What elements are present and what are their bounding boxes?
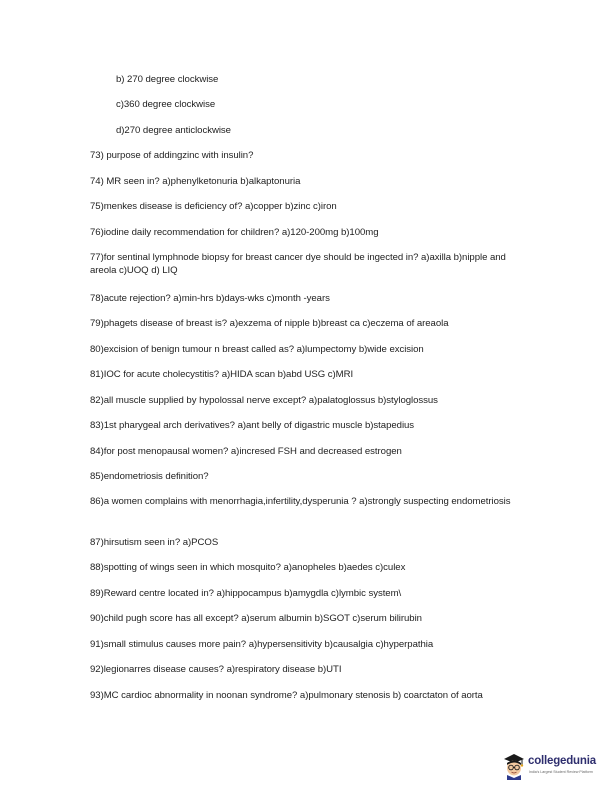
question-93: 93)MC cardioc abnormality in noonan syndrome? a)pulmonary stenosis b) coarctaton of aorta bbox=[90, 690, 483, 701]
collegedunia-logo bbox=[502, 752, 610, 782]
question-88: 88)spotting of wings seen in which mosquito? a)anopheles b)aedes c)culex bbox=[90, 562, 406, 573]
question-89: 89)Reward centre located in? a)hippocampus b)amygdla c)lymbic system\ bbox=[90, 588, 402, 599]
question-84: 84)for post menopausal women? a)incresed FSH and decreased estrogen bbox=[90, 446, 402, 457]
question-85: 85)endometriosis definition? bbox=[90, 471, 209, 482]
question-75: 75)menkes disease is deficiency of? a)copper b)zinc c)iron bbox=[90, 201, 337, 212]
question-87: 87)hirsutism seen in? a)PCOS bbox=[90, 537, 219, 548]
option-line: b) 270 degree clockwise bbox=[116, 74, 219, 85]
question-78: 78)acute rejection? a)min-hrs b)days-wks c)month -years bbox=[90, 293, 330, 304]
logo-tagline: India's Largest Student Review Platform bbox=[529, 770, 593, 774]
question-83: 83)1st pharygeal arch derivatives? a)ant belly of digastric muscle b)stapedius bbox=[90, 420, 415, 431]
question-76: 76)iodine daily recommendation for children? a)120-200mg b)100mg bbox=[90, 227, 379, 238]
student-mascot-icon bbox=[502, 752, 526, 780]
question-81: 81)IOC for acute cholecystitis? a)HIDA scan b)abd USG c)MRI bbox=[90, 369, 354, 380]
question-74: 74) MR seen in? a)phenylketonuria b)alkaptonuria bbox=[90, 176, 301, 187]
question-86: 86)a women complains with menorrhagia,infertility,dysperunia ? a)strongly suspecting endometriosis bbox=[90, 496, 511, 507]
question-73: 73) purpose of addingzinc with insulin? bbox=[90, 150, 254, 161]
option-line: c)360 degree clockwise bbox=[116, 99, 216, 110]
question-92: 92)legionarres disease causes? a)respiratory disease b)UTI bbox=[90, 664, 342, 675]
question-77: 77)for sentinal lymphnode biopsy for breast cancer dye should be ingected in? a)axilla b)nipple and areola c)UOQ d) LIQ bbox=[90, 252, 506, 276]
question-80: 80)excision of benign tumour n breast called as? a)lumpectomy b)wide excision bbox=[90, 344, 424, 355]
option-line: d)270 degree anticlockwise bbox=[116, 125, 231, 136]
logo-wordmark: collegedunia bbox=[528, 755, 596, 767]
question-79: 79)phagets disease of breast is? a)exzema of nipple b)breast ca c)eczema of areaola bbox=[90, 318, 449, 329]
question-90: 90)child pugh score has all except? a)serum albumin b)SGOT c)serum bilirubin bbox=[90, 613, 422, 624]
question-82: 82)all muscle supplied by hypolossal nerve except? a)palatoglossus b)styloglossus bbox=[90, 395, 438, 406]
question-91: 91)small stimulus causes more pain? a)hypersensitivity b)causalgia c)hyperpathia bbox=[90, 639, 434, 650]
